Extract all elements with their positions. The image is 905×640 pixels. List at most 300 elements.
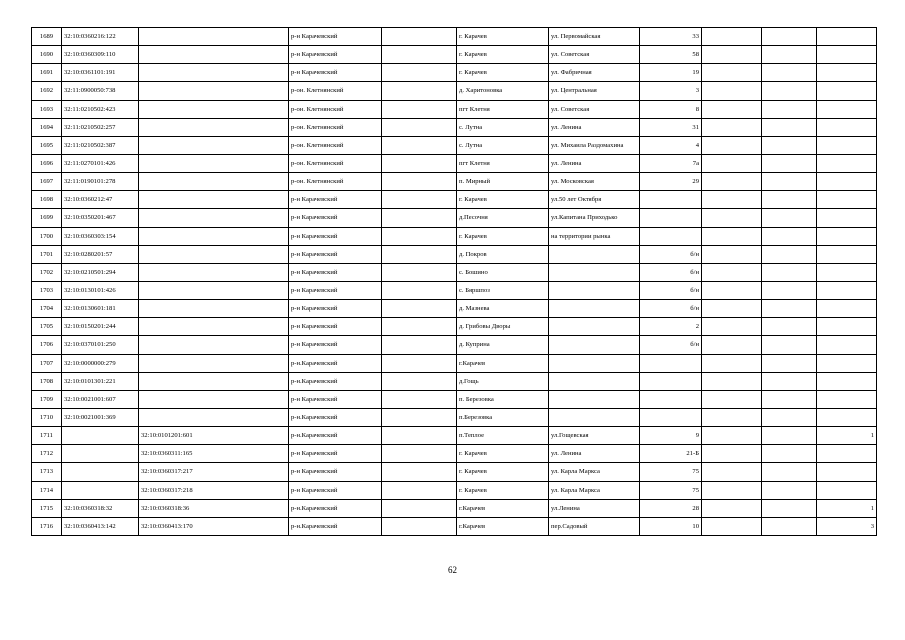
street-cell: ул. Карла Маркса <box>549 463 640 481</box>
empty-cell <box>702 191 762 209</box>
locality-cell: с. Лутна <box>457 136 549 154</box>
linked-cadastral-number-cell: 32:10:0101201:601 <box>139 427 289 445</box>
linked-cadastral-number-cell <box>139 263 289 281</box>
registry-sheet <box>31 27 876 536</box>
street-cell <box>549 281 640 299</box>
row-number-cell: 1707 <box>32 354 62 372</box>
table-row <box>32 300 877 318</box>
district-cell: р-н.Карачевский <box>289 427 382 445</box>
linked-cadastral-number-cell <box>139 100 289 118</box>
locality-cell: д.Песочня <box>457 209 549 227</box>
empty-cell <box>382 28 457 46</box>
row-number-cell: 1697 <box>32 173 62 191</box>
empty-cell <box>762 227 817 245</box>
cadastral-number-cell: 32:10:0150201:244 <box>62 318 139 336</box>
locality-cell: г. Карачев <box>457 445 549 463</box>
house-number-cell <box>640 227 702 245</box>
count-cell <box>817 82 877 100</box>
table-row <box>32 154 877 172</box>
house-number-cell: 10 <box>640 517 702 535</box>
locality-cell: пгт Клетня <box>457 100 549 118</box>
street-cell: ул. Советская <box>549 100 640 118</box>
cadastral-number-cell: 32:10:0370101:250 <box>62 336 139 354</box>
locality-cell: д. Харитоновка <box>457 82 549 100</box>
street-cell: ул. Ленина <box>549 154 640 172</box>
locality-cell: д. Мазнева <box>457 300 549 318</box>
row-number-cell: 1699 <box>32 209 62 227</box>
count-cell <box>817 481 877 499</box>
empty-cell <box>702 481 762 499</box>
count-cell <box>817 118 877 136</box>
empty-cell <box>382 336 457 354</box>
house-number-cell: 8 <box>640 100 702 118</box>
house-number-cell <box>640 390 702 408</box>
count-cell <box>817 372 877 390</box>
locality-cell: с. Лутна <box>457 118 549 136</box>
empty-cell <box>382 64 457 82</box>
empty-cell <box>762 499 817 517</box>
empty-cell <box>762 28 817 46</box>
row-number-cell: 1713 <box>32 463 62 481</box>
district-cell: р-он. Клетнянский <box>289 154 382 172</box>
empty-cell <box>702 336 762 354</box>
empty-cell <box>762 209 817 227</box>
district-cell: р-н Карачевский <box>289 300 382 318</box>
row-number-cell: 1711 <box>32 427 62 445</box>
row-number-cell: 1692 <box>32 82 62 100</box>
cadastral-number-cell: 32:10:0210501:294 <box>62 263 139 281</box>
empty-cell <box>382 318 457 336</box>
empty-cell <box>382 100 457 118</box>
empty-cell <box>762 445 817 463</box>
row-number-cell: 1709 <box>32 390 62 408</box>
table-row <box>32 82 877 100</box>
house-number-cell: 7а <box>640 154 702 172</box>
street-cell <box>549 354 640 372</box>
cadastral-number-cell: 32:10:0360212:47 <box>62 191 139 209</box>
district-cell: р-н.Карачевский <box>289 372 382 390</box>
locality-cell: г.Карачев <box>457 517 549 535</box>
table-row <box>32 191 877 209</box>
district-cell: р-н Карачевский <box>289 227 382 245</box>
district-cell: р-он. Клетнянский <box>289 118 382 136</box>
cadastral-number-cell: 32:10:0360413:142 <box>62 517 139 535</box>
row-number-cell: 1703 <box>32 281 62 299</box>
locality-cell: п.Теплое <box>457 427 549 445</box>
empty-cell <box>702 118 762 136</box>
linked-cadastral-number-cell <box>139 336 289 354</box>
linked-cadastral-number-cell: 32:10:0360318:36 <box>139 499 289 517</box>
locality-cell: г. Карачев <box>457 64 549 82</box>
linked-cadastral-number-cell <box>139 28 289 46</box>
count-cell <box>817 445 877 463</box>
cadastral-number-cell: 32:10:0360216:122 <box>62 28 139 46</box>
empty-cell <box>702 318 762 336</box>
district-cell: р-н Карачевский <box>289 336 382 354</box>
empty-cell <box>762 390 817 408</box>
empty-cell <box>382 300 457 318</box>
count-cell <box>817 336 877 354</box>
house-number-cell: 3 <box>640 82 702 100</box>
count-cell <box>817 28 877 46</box>
street-cell: ул. Фабричная <box>549 64 640 82</box>
empty-cell <box>702 390 762 408</box>
locality-cell: с. Бошино <box>457 263 549 281</box>
cadastral-number-cell: 32:11:0210502:387 <box>62 136 139 154</box>
linked-cadastral-number-cell <box>139 136 289 154</box>
empty-cell <box>382 445 457 463</box>
empty-cell <box>762 245 817 263</box>
district-cell: р-он. Клетнянский <box>289 82 382 100</box>
street-cell: ул. Ленина <box>549 445 640 463</box>
empty-cell <box>702 245 762 263</box>
house-number-cell: 33 <box>640 28 702 46</box>
row-number-cell: 1716 <box>32 517 62 535</box>
locality-cell: п. Березовка <box>457 390 549 408</box>
locality-cell: п.Березовка <box>457 408 549 426</box>
empty-cell <box>702 408 762 426</box>
street-cell <box>549 372 640 390</box>
count-cell <box>817 100 877 118</box>
row-number-cell: 1689 <box>32 28 62 46</box>
table-row <box>32 46 877 64</box>
empty-cell <box>702 209 762 227</box>
district-cell: р-н Карачевский <box>289 28 382 46</box>
house-number-cell <box>640 354 702 372</box>
cadastral-number-cell: 32:10:0360303:154 <box>62 227 139 245</box>
count-cell <box>817 300 877 318</box>
empty-cell <box>702 136 762 154</box>
empty-cell <box>762 463 817 481</box>
locality-cell: д.Гощь <box>457 372 549 390</box>
empty-cell <box>382 408 457 426</box>
district-cell: р-н Карачевский <box>289 46 382 64</box>
linked-cadastral-number-cell <box>139 82 289 100</box>
linked-cadastral-number-cell <box>139 173 289 191</box>
cadastral-number-cell <box>62 427 139 445</box>
empty-cell <box>382 154 457 172</box>
district-cell: р-он. Клетнянский <box>289 100 382 118</box>
empty-cell <box>762 372 817 390</box>
count-cell: 1 <box>817 499 877 517</box>
empty-cell <box>382 191 457 209</box>
count-cell <box>817 354 877 372</box>
street-cell: ул. Московская <box>549 173 640 191</box>
house-number-cell: 29 <box>640 173 702 191</box>
empty-cell <box>762 118 817 136</box>
table-row <box>32 263 877 281</box>
count-cell <box>817 227 877 245</box>
count-cell <box>817 263 877 281</box>
count-cell <box>817 390 877 408</box>
count-cell: 1 <box>817 427 877 445</box>
district-cell: р-н Карачевский <box>289 209 382 227</box>
empty-cell <box>382 372 457 390</box>
cadastral-number-cell: 32:10:0130601:181 <box>62 300 139 318</box>
count-cell: 3 <box>817 517 877 535</box>
house-number-cell <box>640 372 702 390</box>
empty-cell <box>702 445 762 463</box>
cadastral-number-cell: 32:10:0130101:426 <box>62 281 139 299</box>
empty-cell <box>702 517 762 535</box>
count-cell <box>817 46 877 64</box>
empty-cell <box>762 517 817 535</box>
street-cell: пер.Садовый <box>549 517 640 535</box>
row-number-cell: 1704 <box>32 300 62 318</box>
district-cell: р-н Карачевский <box>289 445 382 463</box>
row-number-cell: 1693 <box>32 100 62 118</box>
house-number-cell <box>640 408 702 426</box>
empty-cell <box>702 300 762 318</box>
linked-cadastral-number-cell <box>139 118 289 136</box>
district-cell: р-н Карачевский <box>289 281 382 299</box>
district-cell: р-н Карачевский <box>289 481 382 499</box>
district-cell: р-н.Карачевский <box>289 499 382 517</box>
empty-cell <box>702 28 762 46</box>
row-number-cell: 1706 <box>32 336 62 354</box>
cadastral-number-cell: 32:11:0270101:426 <box>62 154 139 172</box>
empty-cell <box>702 64 762 82</box>
table-row <box>32 245 877 263</box>
street-cell: ул. Первомайская <box>549 28 640 46</box>
locality-cell: пгт Клетня <box>457 154 549 172</box>
linked-cadastral-number-cell: 32:10:0360311:165 <box>139 445 289 463</box>
row-number-cell: 1702 <box>32 263 62 281</box>
linked-cadastral-number-cell: 32:10:0360317:218 <box>139 481 289 499</box>
locality-cell: г.Карачев <box>457 499 549 517</box>
cadastral-number-cell: 32:11:0210502:423 <box>62 100 139 118</box>
row-number-cell: 1712 <box>32 445 62 463</box>
cadastral-number-cell: 32:10:0280201:57 <box>62 245 139 263</box>
linked-cadastral-number-cell <box>139 318 289 336</box>
district-cell: р-н Карачевский <box>289 390 382 408</box>
district-cell: р-н Карачевский <box>289 463 382 481</box>
table-row <box>32 173 877 191</box>
street-cell: ул.50 лет Октября <box>549 191 640 209</box>
street-cell: ул. Михаила Раздомахина <box>549 136 640 154</box>
street-cell <box>549 390 640 408</box>
row-number-cell: 1698 <box>32 191 62 209</box>
row-number-cell: 1695 <box>32 136 62 154</box>
table-row <box>32 481 877 499</box>
district-cell: р-н Карачевский <box>289 191 382 209</box>
house-number-cell: б/н <box>640 263 702 281</box>
linked-cadastral-number-cell: 32:10:0360317:217 <box>139 463 289 481</box>
street-cell <box>549 318 640 336</box>
count-cell <box>817 209 877 227</box>
empty-cell <box>762 427 817 445</box>
empty-cell <box>702 46 762 64</box>
locality-cell: г. Карачев <box>457 227 549 245</box>
registry-table <box>31 27 877 536</box>
empty-cell <box>702 82 762 100</box>
empty-cell <box>762 82 817 100</box>
street-cell: на территории рынка <box>549 227 640 245</box>
empty-cell <box>762 100 817 118</box>
table-row <box>32 227 877 245</box>
table-row <box>32 136 877 154</box>
empty-cell <box>382 46 457 64</box>
district-cell: р-н Карачевский <box>289 318 382 336</box>
empty-cell <box>762 354 817 372</box>
empty-cell <box>382 517 457 535</box>
table-row <box>32 318 877 336</box>
house-number-cell: б/н <box>640 336 702 354</box>
empty-cell <box>702 463 762 481</box>
table-row <box>32 390 877 408</box>
linked-cadastral-number-cell <box>139 64 289 82</box>
count-cell <box>817 245 877 263</box>
linked-cadastral-number-cell <box>139 281 289 299</box>
empty-cell <box>382 136 457 154</box>
locality-cell: г. Карачев <box>457 481 549 499</box>
locality-cell: г. Карачев <box>457 46 549 64</box>
house-number-cell: б/н <box>640 281 702 299</box>
table-row <box>32 372 877 390</box>
empty-cell <box>762 173 817 191</box>
count-cell <box>817 154 877 172</box>
house-number-cell <box>640 191 702 209</box>
linked-cadastral-number-cell <box>139 245 289 263</box>
house-number-cell: 58 <box>640 46 702 64</box>
empty-cell <box>762 408 817 426</box>
linked-cadastral-number-cell <box>139 372 289 390</box>
house-number-cell: 19 <box>640 64 702 82</box>
district-cell: р-н.Карачевский <box>289 354 382 372</box>
cadastral-number-cell: 32:11:0210502:257 <box>62 118 139 136</box>
empty-cell <box>702 281 762 299</box>
street-cell <box>549 245 640 263</box>
empty-cell <box>382 263 457 281</box>
cadastral-number-cell: 32:10:0350201:467 <box>62 209 139 227</box>
cadastral-number-cell: 32:10:0101301:221 <box>62 372 139 390</box>
row-number-cell: 1696 <box>32 154 62 172</box>
street-cell: ул. Ленина <box>549 118 640 136</box>
house-number-cell: б/н <box>640 300 702 318</box>
empty-cell <box>702 173 762 191</box>
table-row <box>32 64 877 82</box>
district-cell: р-он. Клетнянский <box>289 173 382 191</box>
count-cell <box>817 64 877 82</box>
row-number-cell: 1690 <box>32 46 62 64</box>
cadastral-number-cell: 32:10:0021001:607 <box>62 390 139 408</box>
table-row <box>32 499 877 517</box>
table-row <box>32 28 877 46</box>
empty-cell <box>382 499 457 517</box>
locality-cell: г. Карачев <box>457 28 549 46</box>
empty-cell <box>382 281 457 299</box>
linked-cadastral-number-cell <box>139 408 289 426</box>
table-row <box>32 408 877 426</box>
table-row <box>32 463 877 481</box>
cadastral-number-cell: 32:10:0000000:279 <box>62 354 139 372</box>
empty-cell <box>762 263 817 281</box>
empty-cell <box>382 227 457 245</box>
empty-cell <box>382 118 457 136</box>
empty-cell <box>762 64 817 82</box>
locality-cell: г. Карачев <box>457 463 549 481</box>
house-number-cell: б/н <box>640 245 702 263</box>
count-cell <box>817 408 877 426</box>
count-cell <box>817 318 877 336</box>
empty-cell <box>702 100 762 118</box>
linked-cadastral-number-cell <box>139 209 289 227</box>
empty-cell <box>382 209 457 227</box>
house-number-cell: 9 <box>640 427 702 445</box>
row-number-cell: 1701 <box>32 245 62 263</box>
empty-cell <box>762 318 817 336</box>
empty-cell <box>702 227 762 245</box>
cadastral-number-cell: 32:10:0360318:32 <box>62 499 139 517</box>
locality-cell: д. Покров <box>457 245 549 263</box>
empty-cell <box>382 82 457 100</box>
street-cell: ул. Карла Маркса <box>549 481 640 499</box>
table-row <box>32 427 877 445</box>
cadastral-number-cell: 32:11:0190101:278 <box>62 173 139 191</box>
district-cell: р-н Карачевский <box>289 64 382 82</box>
cadastral-number-cell <box>62 463 139 481</box>
empty-cell <box>762 300 817 318</box>
row-number-cell: 1705 <box>32 318 62 336</box>
street-cell <box>549 408 640 426</box>
row-number-cell: 1700 <box>32 227 62 245</box>
page-number: 62 <box>448 565 457 575</box>
empty-cell <box>762 154 817 172</box>
linked-cadastral-number-cell <box>139 227 289 245</box>
empty-cell <box>762 281 817 299</box>
locality-cell: д. Грибовы Дворы <box>457 318 549 336</box>
row-number-cell: 1714 <box>32 481 62 499</box>
house-number-cell: 31 <box>640 118 702 136</box>
district-cell: р-н Карачевский <box>289 245 382 263</box>
table-row <box>32 281 877 299</box>
street-cell <box>549 336 640 354</box>
empty-cell <box>762 136 817 154</box>
locality-cell: п. Мирный <box>457 173 549 191</box>
linked-cadastral-number-cell <box>139 390 289 408</box>
cadastral-number-cell: 32:10:0360309:110 <box>62 46 139 64</box>
empty-cell <box>382 481 457 499</box>
house-number-cell: 28 <box>640 499 702 517</box>
street-cell <box>549 263 640 281</box>
cadastral-number-cell: 32:11:0900050:738 <box>62 82 139 100</box>
street-cell: ул. Советская <box>549 46 640 64</box>
district-cell: р-н.Карачевский <box>289 408 382 426</box>
empty-cell <box>382 245 457 263</box>
cadastral-number-cell: 32:10:0361101:191 <box>62 64 139 82</box>
street-cell: ул.Гощевская <box>549 427 640 445</box>
row-number-cell: 1710 <box>32 408 62 426</box>
count-cell <box>817 191 877 209</box>
count-cell <box>817 281 877 299</box>
row-number-cell: 1708 <box>32 372 62 390</box>
empty-cell <box>702 154 762 172</box>
table-row <box>32 336 877 354</box>
empty-cell <box>762 46 817 64</box>
empty-cell <box>702 263 762 281</box>
linked-cadastral-number-cell: 32:10:0360413:170 <box>139 517 289 535</box>
row-number-cell: 1691 <box>32 64 62 82</box>
street-cell: ул.Ленина <box>549 499 640 517</box>
row-number-cell: 1715 <box>32 499 62 517</box>
locality-cell: с. Бяршпоз <box>457 281 549 299</box>
empty-cell <box>382 173 457 191</box>
table-row <box>32 445 877 463</box>
street-cell: ул. Центральная <box>549 82 640 100</box>
house-number-cell: 21-Б <box>640 445 702 463</box>
count-cell <box>817 173 877 191</box>
table-row <box>32 517 877 535</box>
